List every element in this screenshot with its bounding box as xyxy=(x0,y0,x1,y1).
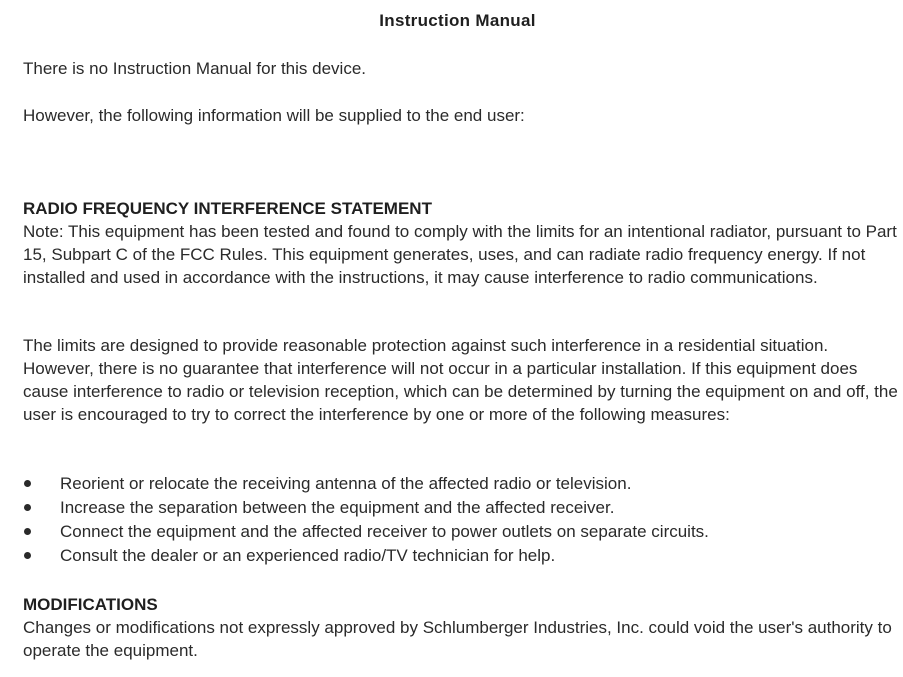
bullet-icon xyxy=(24,528,31,535)
measures-list xyxy=(23,472,893,568)
intro-no-manual: There is no Instruction Manual for this device. xyxy=(23,59,366,78)
rfi-heading: RADIO FREQUENCY INTERFERENCE STATEMENT xyxy=(23,199,432,218)
list-item xyxy=(23,520,893,544)
rfi-section xyxy=(23,197,898,289)
bullet-icon xyxy=(24,552,31,559)
rfi-limits-paragraph: The limits are designed to provide reasonable protection against such interference in a residential situation. However, there is no guarantee that interference will not occur in a particular installation. If this equipment does cause interference to radio or television reception, which can be determined by turning the equipment on and off, the user is encouraged to try to correct the interference by one or more of the following measures: xyxy=(23,336,898,424)
measure-text: Reorient or relocate the receiving antenna of the affected radio or television. xyxy=(60,474,632,493)
measure-text: Consult the dealer or an experienced radio/TV technician for help. xyxy=(60,546,556,565)
modifications-text: Changes or modifications not expressly approved by Schlumberger Industries, Inc. could void the user's authority to operate the equipment. xyxy=(23,618,892,660)
rfi-note: Note: This equipment has been tested and found to comply with the limits for an intentional radiator, pursuant to Part 15, Subpart C of the FCC Rules. This equipment generates, uses, and can radiate radio frequency energy. If not installed and used in accordance with the instructions, it may cause interference to radio communications. xyxy=(23,222,897,287)
list-item xyxy=(23,472,893,496)
measure-text: Increase the separation between the equipment and the affected receiver. xyxy=(60,498,615,517)
measure-text: Connect the equipment and the affected receiver to power outlets on separate circuits. xyxy=(60,522,709,541)
modifications-section xyxy=(23,593,898,662)
intro-supplied-info: However, the following information will be supplied to the end user: xyxy=(23,106,525,125)
list-item xyxy=(23,496,893,520)
modifications-heading: MODIFICATIONS xyxy=(23,595,158,614)
page-title: Instruction Manual xyxy=(379,11,536,30)
list-item xyxy=(23,544,893,568)
bullet-icon xyxy=(24,480,31,487)
bullet-icon xyxy=(24,504,31,511)
